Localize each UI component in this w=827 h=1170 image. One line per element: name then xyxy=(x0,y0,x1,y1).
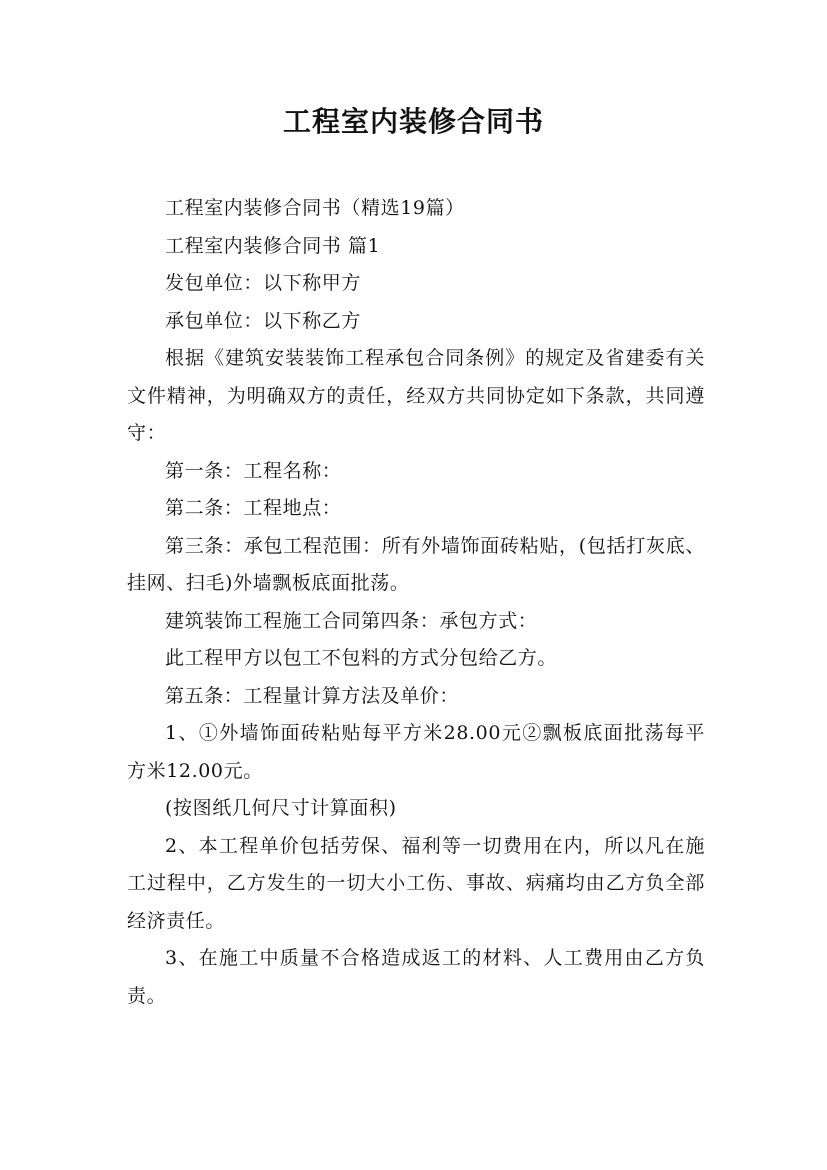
paragraph-clause-2: 2、本工程单价包括劳保、福利等一切费用在内，所以凡在施工过程中，乙方发生的一切大小工伤、事故、病痛均由乙方负全部经济责任。 xyxy=(127,834,705,932)
paragraph-preamble: 根据《建筑安装装饰工程承包合同条例》的规定及省建委有关文件精神，为明确双方的责任，经双方共同协定如下条款，共同遵守： xyxy=(127,347,705,444)
paragraph-area-note: (按图纸几何尺寸计算面积) xyxy=(165,797,397,819)
document-body xyxy=(127,190,705,1015)
paragraph-section-heading: 工程室内装修合同书 篇1 xyxy=(165,234,381,257)
paragraph-contractor: 承包单位：以下称乙方 xyxy=(165,309,362,332)
paragraph-subtitle: 工程室内装修合同书（精选19篇） xyxy=(165,197,465,219)
paragraph-article-5: 第五条：工程量计算方法及单价： xyxy=(165,684,460,707)
paragraph-article-2: 第二条：工程地点： xyxy=(165,497,342,519)
paragraph-article-3: 第三条：承包工程范围：所有外墙饰面砖粘贴，(包括打灰底、挂网、扫毛)外墙飘板底面批荡。 xyxy=(127,534,705,594)
document-title: 工程室内装修合同书 xyxy=(282,105,544,138)
paragraph-unit-prices: 1、①外墙饰面砖粘贴每平方米28.00元②飘板底面批荡每平方米12.00元。 xyxy=(127,722,705,782)
paragraph-contract-method: 此工程甲方以包工不包料的方式分包给乙方。 xyxy=(165,647,558,669)
paragraph-article-1: 第一条：工程名称： xyxy=(165,459,342,482)
paragraph-clause-3: 3、在施工中质量不合格造成返工的材料、人工费用由乙方负责。 xyxy=(127,947,705,1007)
paragraph-employer: 发包单位：以下称甲方 xyxy=(165,272,362,294)
paragraph-article-4: 建筑装饰工程施工合同第四条：承包方式： xyxy=(165,609,538,632)
